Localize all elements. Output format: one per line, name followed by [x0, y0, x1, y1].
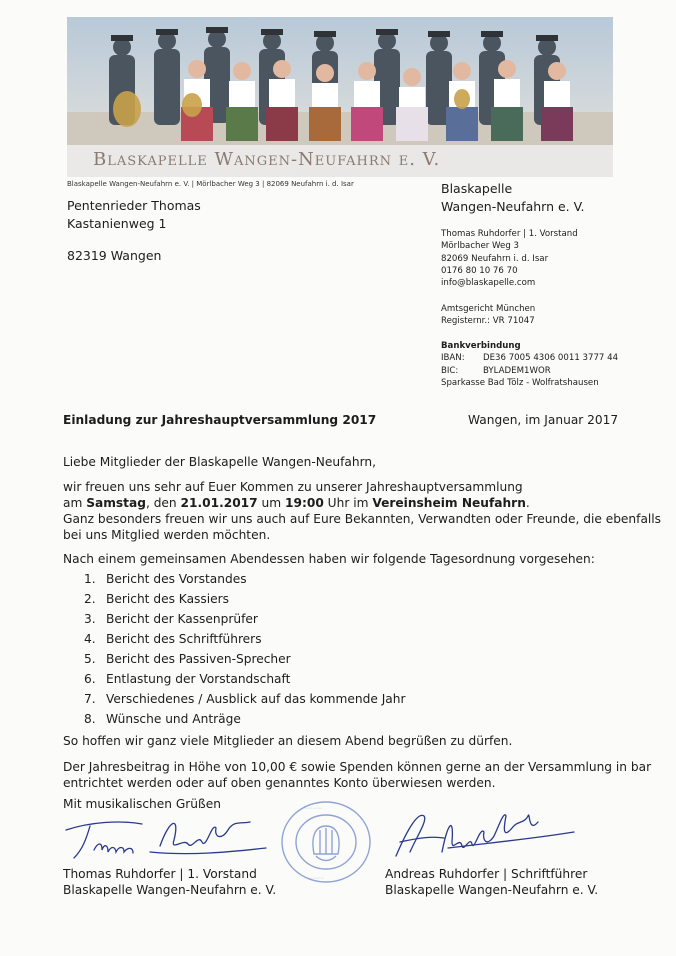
signer-left-name: Thomas Ruhdorfer | 1. Vorstand	[63, 867, 257, 881]
agenda-item-number: 1.	[84, 572, 96, 586]
agenda-item-text: Bericht der Kassenprüfer	[106, 612, 258, 626]
club-stamp	[276, 796, 376, 888]
signer-right-name: Andreas Ruhdorfer | Schriftführer	[385, 867, 588, 881]
sender-court: Amtsgericht München	[441, 304, 536, 314]
agenda-item	[84, 689, 406, 709]
text-den: , den	[145, 496, 181, 510]
recipient-street: Kastanienweg 1	[67, 216, 167, 231]
invitation-line2	[63, 495, 661, 511]
svg-text:⋯⋯⋯: ⋯⋯⋯	[306, 875, 324, 882]
text-am: am	[63, 496, 87, 510]
letter-subject: Einladung zur Jahreshauptversammlung 2017	[63, 413, 377, 427]
banner-title-band	[67, 145, 613, 177]
return-address: Blaskapelle Wangen-Neufahrn e. V. | Mörlbacher Weg 3 | 82069 Neufahrn i. d. Isar	[67, 180, 354, 188]
agenda-item-text: Bericht des Kassiers	[106, 592, 229, 606]
banner-title: Blaskapelle Wangen-Neufahrn e. V.	[93, 149, 441, 170]
sender-contact-name: Thomas Ruhdorfer | 1. Vorstand	[441, 229, 578, 239]
agenda-item	[84, 649, 406, 669]
invitation-line1: wir freuen uns sehr auf Euer Kommen zu unserer Jahreshauptversammlung	[63, 480, 523, 494]
agenda-item-number: 7.	[84, 692, 96, 706]
salutation: Liebe Mitglieder der Blaskapelle Wangen-Neufahrn,	[63, 455, 376, 469]
agenda-item	[84, 669, 406, 689]
signer-right-org: Blaskapelle Wangen-Neufahrn e. V.	[385, 883, 599, 897]
fee-line2: entrichtet werden oder auf oben genanntes Konto überwiesen werden.	[63, 776, 496, 790]
sender-org-line2: Wangen-Neufahrn e. V.	[441, 199, 585, 214]
sender-org-line1: Blaskapelle	[441, 181, 513, 196]
agenda-item	[84, 569, 406, 589]
bic-row	[441, 365, 618, 377]
bic-value: BYLADEM1WOR	[483, 365, 551, 376]
agenda-list	[84, 569, 406, 729]
svg-text:⋯⋯⋯: ⋯⋯⋯	[304, 805, 322, 812]
fee-line1: Der Jahresbeitrag in Höhe von 10,00 € sowie Spenden können gerne an der Versammlung in bar	[63, 760, 652, 774]
event-time: 19:00	[285, 496, 324, 510]
paragraph-invitation	[63, 479, 661, 543]
sender-street: Mörlbacher Weg 3	[441, 241, 519, 252]
agenda-item-text: Bericht des Vorstandes	[106, 572, 247, 586]
recipient-name: Pentenrieder Thomas	[67, 198, 201, 213]
signer-left	[63, 866, 276, 898]
sender-email: info@blaskapelle.com	[441, 278, 536, 289]
signer-left-org: Blaskapelle Wangen-Neufahrn e. V.	[63, 883, 277, 897]
event-venue: Vereinsheim Neufahrn	[372, 496, 526, 510]
iban-label: IBAN:	[441, 353, 465, 364]
agenda-item	[84, 629, 406, 649]
place-date: Wangen, im Januar 2017	[468, 413, 619, 427]
bic-label: BIC:	[441, 365, 459, 376]
text-um: um	[257, 496, 286, 510]
event-date: 21.01.2017	[180, 496, 258, 510]
closing-greeting: Mit musikalischen Grüßen	[63, 797, 221, 811]
invitation-line4: bei uns Mitglied werden möchten.	[63, 528, 271, 542]
agenda-intro: Nach einem gemeinsamen Abendessen haben wir folgende Tagesordnung vorgesehen:	[63, 552, 595, 566]
header-photo	[67, 17, 613, 177]
closing-hope: So hoffen wir ganz viele Mitglieder an diesem Abend begrüßen zu dürfen.	[63, 734, 513, 748]
agenda-item	[84, 589, 406, 609]
bank-details	[441, 340, 618, 389]
sender-register: Registernr.: VR 71047	[441, 316, 535, 327]
agenda-item-text: Bericht des Passiven-Sprecher	[106, 652, 291, 666]
agenda-item	[84, 609, 406, 629]
recipient-city: 82319 Wangen	[67, 248, 162, 263]
agenda-item-number: 3.	[84, 612, 96, 626]
signature-andreas	[388, 808, 588, 866]
sender-city: 82069 Neufahrn i. d. Isar	[441, 253, 549, 264]
agenda-item-text: Entlastung der Vorstandschaft	[106, 672, 291, 686]
sender-phone: 0176 80 10 76 70	[441, 265, 518, 276]
signer-right	[385, 866, 598, 898]
iban-value: DE36 7005 4306 0011 3777 44	[483, 353, 619, 364]
agenda-item	[84, 709, 406, 729]
agenda-item-number: 6.	[84, 672, 96, 686]
agenda-item-text: Bericht des Schriftführers	[106, 632, 262, 646]
fee-note	[63, 759, 651, 791]
agenda-item-number: 8.	[84, 712, 96, 726]
agenda-item-number: 2.	[84, 592, 96, 606]
agenda-item-number: 5.	[84, 652, 96, 666]
event-day: Samstag	[86, 496, 146, 510]
bank-heading: Bankverbindung	[441, 341, 521, 351]
sender-registry	[441, 303, 535, 328]
agenda-item-text: Wünsche und Anträge	[106, 712, 241, 726]
text-uhr: Uhr im	[323, 496, 373, 510]
bank-name: Sparkasse Bad Tölz - Wolfratshausen	[441, 377, 599, 388]
signature-thomas	[60, 812, 280, 864]
agenda-item-text: Verschiedenes / Ausblick auf das kommende Jahr	[106, 692, 406, 706]
sender-contact	[441, 228, 578, 289]
text-period: .	[525, 496, 530, 510]
invitation-line3: Ganz besonders freuen wir uns auch auf Eure Bekannten, Verwandten oder Freunde, die ebenfalls	[63, 512, 662, 526]
agenda-item-number: 4.	[84, 632, 96, 646]
iban-row	[441, 352, 618, 364]
